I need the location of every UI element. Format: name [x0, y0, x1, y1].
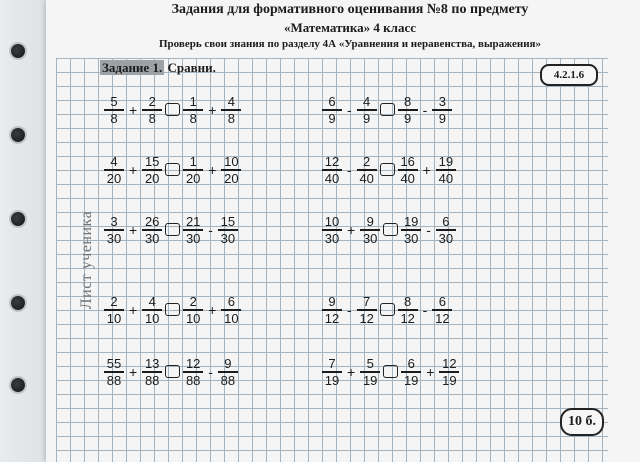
numerator: 4: [110, 154, 118, 169]
comparison-expression: [104, 154, 241, 186]
denominator: 30: [144, 230, 160, 246]
numerator: 10: [324, 214, 340, 229]
numerator: 6: [442, 214, 450, 229]
punch-hole: [11, 44, 25, 58]
numerator: 6: [227, 294, 235, 309]
denominator: 20: [106, 170, 122, 186]
denominator: 8: [148, 110, 156, 126]
operator: +: [208, 101, 217, 118]
numerator: 3: [438, 94, 446, 109]
denominator: 8: [189, 110, 197, 126]
denominator: 40: [359, 170, 374, 186]
operator: +: [426, 363, 435, 380]
comparison-box[interactable]: [165, 163, 180, 176]
fraction: [360, 356, 380, 388]
denominator: 30: [362, 230, 378, 246]
comparison-expression: [322, 356, 459, 388]
denominator: 8: [110, 110, 118, 126]
denominator: 19: [403, 372, 419, 388]
numerator: 21: [185, 214, 201, 229]
denominator: 88: [220, 372, 236, 388]
comparison-expression: [104, 94, 241, 126]
denominator: 20: [185, 170, 201, 186]
punch-hole: [11, 378, 25, 392]
numerator: 15: [220, 214, 236, 229]
points-badge: 10 б.: [560, 408, 604, 436]
side-label: Лист ученика: [78, 210, 95, 310]
numerator: 2: [148, 94, 156, 109]
denominator: 19: [324, 372, 340, 388]
numerator: 5: [110, 94, 118, 109]
comparison-box[interactable]: [165, 303, 180, 316]
operator: -: [347, 161, 352, 178]
operator: -: [426, 221, 431, 238]
task-label: Задание 1.: [102, 60, 163, 75]
punch-hole: [11, 212, 25, 226]
denominator: 9: [328, 110, 336, 126]
comparison-expression: [104, 294, 241, 326]
fraction: [183, 214, 203, 246]
operator: +: [129, 161, 138, 178]
denominator: 20: [144, 170, 160, 186]
denominator: 40: [324, 170, 340, 186]
numerator: 2: [189, 294, 197, 309]
fraction: [357, 294, 377, 326]
header-section: Проверь свои знания по разделу 4А «Уравнения и неравенства, выражения»: [159, 38, 541, 50]
operator: +: [347, 363, 356, 380]
fraction: [183, 154, 203, 186]
punch-hole: [11, 128, 25, 142]
denominator: 40: [438, 170, 454, 186]
numerator: 6: [438, 294, 446, 309]
operator: -: [208, 363, 213, 380]
numerator: 15: [144, 154, 160, 169]
numerator: 26: [144, 214, 160, 229]
comparison-expression: [322, 214, 456, 246]
denominator: 30: [438, 230, 454, 246]
numerator: 13: [144, 356, 160, 371]
numerator: 16: [400, 154, 415, 169]
fraction: [183, 356, 203, 388]
numerator: 12: [185, 356, 201, 371]
operator: +: [208, 161, 217, 178]
operator: -: [347, 301, 352, 318]
fraction: [142, 154, 162, 186]
fraction: [357, 154, 377, 186]
comparison-box[interactable]: [380, 163, 395, 176]
numerator: 12: [324, 154, 340, 169]
denominator: 88: [185, 372, 201, 388]
operator: -: [347, 101, 352, 118]
denominator: 9: [438, 110, 446, 126]
fraction: [104, 94, 124, 126]
comparison-box[interactable]: [383, 365, 398, 378]
denominator: 9: [404, 110, 412, 126]
fraction: [398, 94, 418, 126]
numerator: 9: [224, 356, 232, 371]
denominator: 88: [106, 372, 122, 388]
denominator: 10: [224, 310, 239, 326]
operator: -: [422, 301, 428, 318]
numerator: 5: [366, 356, 374, 371]
comparison-box[interactable]: [380, 303, 395, 316]
header-title: Задания для формативного оценивания №8 по предмету: [171, 2, 529, 17]
comparison-expression: [104, 214, 238, 246]
denominator: 10: [185, 310, 201, 326]
fraction: [322, 294, 342, 326]
fraction: [398, 294, 418, 326]
punch-hole: [11, 296, 25, 310]
fraction: [398, 154, 418, 186]
denominator: 30: [106, 230, 122, 246]
denominator: 30: [324, 230, 340, 246]
fraction: [142, 94, 162, 126]
operator: +: [129, 363, 138, 380]
numerator: 1: [189, 94, 197, 109]
operator: +: [129, 301, 138, 318]
numerator: 8: [404, 94, 412, 109]
operator: -: [422, 101, 428, 118]
fraction: [357, 94, 377, 126]
denominator: 30: [185, 230, 201, 246]
numerator: 3: [110, 214, 118, 229]
task-text: Сравни.: [167, 60, 216, 75]
denominator: 12: [400, 310, 415, 326]
comparison-expression: [322, 94, 452, 126]
denominator: 12: [359, 310, 374, 326]
code-badge: 4.2.1.6: [540, 64, 598, 86]
denominator: 10: [106, 310, 122, 326]
fraction: [221, 94, 241, 126]
operator: +: [422, 161, 431, 178]
fraction: [360, 214, 380, 246]
numerator: 9: [328, 294, 336, 309]
fraction: [142, 214, 162, 246]
comparison-box[interactable]: [165, 223, 180, 236]
fraction: [436, 214, 456, 246]
numerator: 7: [363, 294, 371, 309]
fraction: [432, 294, 452, 326]
numerator: 2: [110, 294, 118, 309]
fraction: [322, 94, 342, 126]
fraction: [104, 214, 124, 246]
comparison-box[interactable]: [383, 223, 398, 236]
operator: +: [347, 221, 356, 238]
header-subject: «Математика» 4 класс: [283, 20, 416, 35]
fraction: [142, 294, 162, 326]
numerator: 55: [106, 356, 122, 371]
denominator: 40: [400, 170, 415, 186]
fraction: [218, 356, 238, 388]
fraction: [436, 154, 456, 186]
fraction: [104, 356, 124, 388]
numerator: 10: [224, 154, 239, 169]
fraction: [104, 294, 124, 326]
denominator: 19: [362, 372, 378, 388]
numerator: 4: [363, 94, 371, 109]
fraction: [221, 294, 241, 326]
fraction: [432, 94, 452, 126]
denominator: 19: [442, 372, 457, 388]
comparison-expression: [322, 154, 456, 186]
fraction: [322, 154, 342, 186]
comparison-expression: [322, 294, 452, 326]
fraction: [183, 294, 203, 326]
denominator: 10: [144, 310, 160, 326]
operator: +: [129, 221, 138, 238]
fraction: [183, 94, 203, 126]
numerator: 2: [363, 154, 371, 169]
numerator: 19: [438, 154, 454, 169]
fraction: [439, 356, 459, 388]
numerator: 6: [328, 94, 336, 109]
numerator: 19: [403, 214, 419, 229]
numerator: 4: [227, 94, 235, 109]
task-heading: [100, 60, 216, 78]
fraction: [401, 356, 421, 388]
operator: -: [208, 221, 213, 238]
fraction: [322, 214, 342, 246]
fraction: [401, 214, 421, 246]
denominator: 12: [324, 310, 340, 326]
fraction: [218, 214, 238, 246]
numerator: 1: [189, 154, 197, 169]
numerator: 9: [366, 214, 374, 229]
fraction: [104, 154, 124, 186]
denominator: 8: [227, 110, 235, 126]
comparison-box[interactable]: [165, 103, 180, 116]
numerator: 7: [328, 356, 336, 371]
denominator: 88: [144, 372, 160, 388]
numerator: 6: [407, 356, 415, 371]
denominator: 20: [224, 170, 239, 186]
numerator: 4: [148, 294, 156, 309]
numerator: 8: [404, 294, 412, 309]
comparison-box[interactable]: [165, 365, 180, 378]
fraction: [142, 356, 162, 388]
comparison-box[interactable]: [380, 103, 395, 116]
denominator: 30: [220, 230, 236, 246]
denominator: 30: [403, 230, 419, 246]
operator: +: [129, 101, 138, 118]
denominator: 9: [363, 110, 371, 126]
fraction: [221, 154, 241, 186]
operator: +: [208, 301, 217, 318]
numerator: 12: [442, 356, 457, 371]
fraction: [322, 356, 342, 388]
denominator: 12: [435, 310, 450, 326]
comparison-expression: [104, 356, 238, 388]
